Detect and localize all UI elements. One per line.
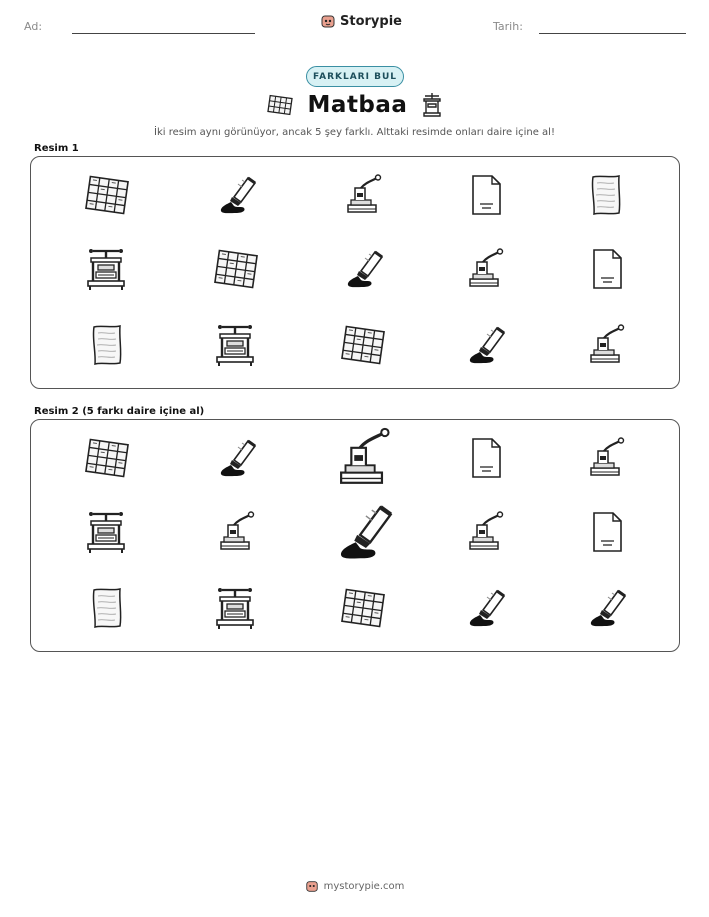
picture1-cell-r1-c2 — [212, 171, 260, 219]
ink-tube-icon — [212, 171, 260, 219]
hand-press-icon — [339, 171, 387, 219]
hand-press-icon — [582, 434, 630, 482]
paper-sheet-icon — [461, 171, 509, 219]
footer — [0, 879, 709, 893]
type-tray-icon — [339, 584, 387, 632]
title-row — [0, 92, 709, 118]
name-label: Ad: — [24, 20, 43, 33]
picture2-cell-r1-c2[interactable] — [212, 434, 260, 482]
page-title: Matbaa — [307, 92, 408, 118]
ink-tube-icon — [582, 584, 630, 632]
brand-logo — [320, 13, 402, 29]
hand-press-icon — [212, 508, 260, 556]
activity-badge: FARKLARI BUL — [306, 66, 404, 87]
picture1-cell-r1-c4 — [461, 171, 509, 219]
picture2-cell-r3-c1[interactable] — [83, 584, 131, 632]
picture1-cell-r2-c2 — [212, 245, 260, 293]
storypie-mascot-icon — [320, 13, 336, 29]
parchment-icon — [582, 171, 630, 219]
parchment-icon — [83, 584, 131, 632]
picture1-panel — [30, 156, 680, 389]
picture1-cell-r2-c4 — [461, 245, 509, 293]
picture2-cell-r2-c2[interactable] — [212, 508, 260, 556]
hand-press-icon — [328, 423, 398, 493]
type-tray-icon — [212, 245, 260, 293]
ink-tube-icon — [328, 497, 398, 567]
picture1-label: Resim 1 — [34, 143, 79, 154]
printing-press-icon — [83, 245, 131, 293]
picture1-cell-r3-c4 — [461, 321, 509, 369]
picture1-cell-r3-c5 — [582, 321, 630, 369]
hand-press-icon — [461, 508, 509, 556]
name-line — [72, 33, 255, 34]
type-tray-icon — [339, 321, 387, 369]
picture2-cell-r2-c3[interactable] — [328, 497, 398, 567]
printing-press-icon — [421, 92, 443, 118]
paper-sheet-icon — [461, 434, 509, 482]
date-label: Tarih: — [493, 20, 523, 33]
picture2-panel[interactable] — [30, 419, 680, 652]
picture2-cell-r3-c3[interactable] — [339, 584, 387, 632]
hand-press-icon — [582, 321, 630, 369]
picture2-cell-r1-c4[interactable] — [461, 434, 509, 482]
picture2-cell-r2-c4[interactable] — [461, 508, 509, 556]
ink-tube-icon — [461, 321, 509, 369]
type-tray-icon — [83, 171, 131, 219]
brand-name: Storypie — [340, 13, 402, 29]
picture1-cell-r1-c1 — [83, 171, 131, 219]
paper-sheet-icon — [582, 245, 630, 293]
picture1-cell-r3-c2 — [212, 321, 260, 369]
paper-sheet-icon — [582, 508, 630, 556]
picture2-cell-r3-c5[interactable] — [582, 584, 630, 632]
picture1-cell-r3-c3 — [339, 321, 387, 369]
picture2-cell-r1-c1[interactable] — [83, 434, 131, 482]
printing-press-icon — [212, 321, 260, 369]
printing-press-icon — [212, 584, 260, 632]
picture2-cell-r3-c4[interactable] — [461, 584, 509, 632]
picture1-cell-r2-c3 — [339, 245, 387, 293]
ink-tube-icon — [461, 584, 509, 632]
ink-tube-icon — [212, 434, 260, 482]
ink-tube-icon — [339, 245, 387, 293]
picture2-cell-r2-c1[interactable] — [83, 508, 131, 556]
picture1-cell-r3-c1 — [83, 321, 131, 369]
picture1-cell-r1-c5 — [582, 171, 630, 219]
footer-website: mystorypie.com — [323, 880, 405, 892]
picture1-cell-r2-c1 — [83, 245, 131, 293]
storypie-mascot-icon — [305, 879, 319, 893]
type-tray-icon — [83, 434, 131, 482]
picture2-cell-r1-c3[interactable] — [328, 423, 398, 493]
type-tray-icon — [266, 94, 294, 116]
printing-press-icon — [83, 508, 131, 556]
picture2-cell-r1-c5[interactable] — [582, 434, 630, 482]
picture2-label: Resim 2 (5 farkı daire içine al) — [34, 406, 205, 417]
picture2-cell-r2-c5[interactable] — [582, 508, 630, 556]
parchment-icon — [83, 321, 131, 369]
date-line — [539, 33, 686, 34]
picture1-cell-r2-c5 — [582, 245, 630, 293]
picture2-cell-r3-c2[interactable] — [212, 584, 260, 632]
hand-press-icon — [461, 245, 509, 293]
picture1-cell-r1-c3 — [339, 171, 387, 219]
instructions-text: İki resim aynı görünüyor, ancak 5 şey farklı. Alttaki resimde onları daire içine al! — [154, 127, 555, 138]
